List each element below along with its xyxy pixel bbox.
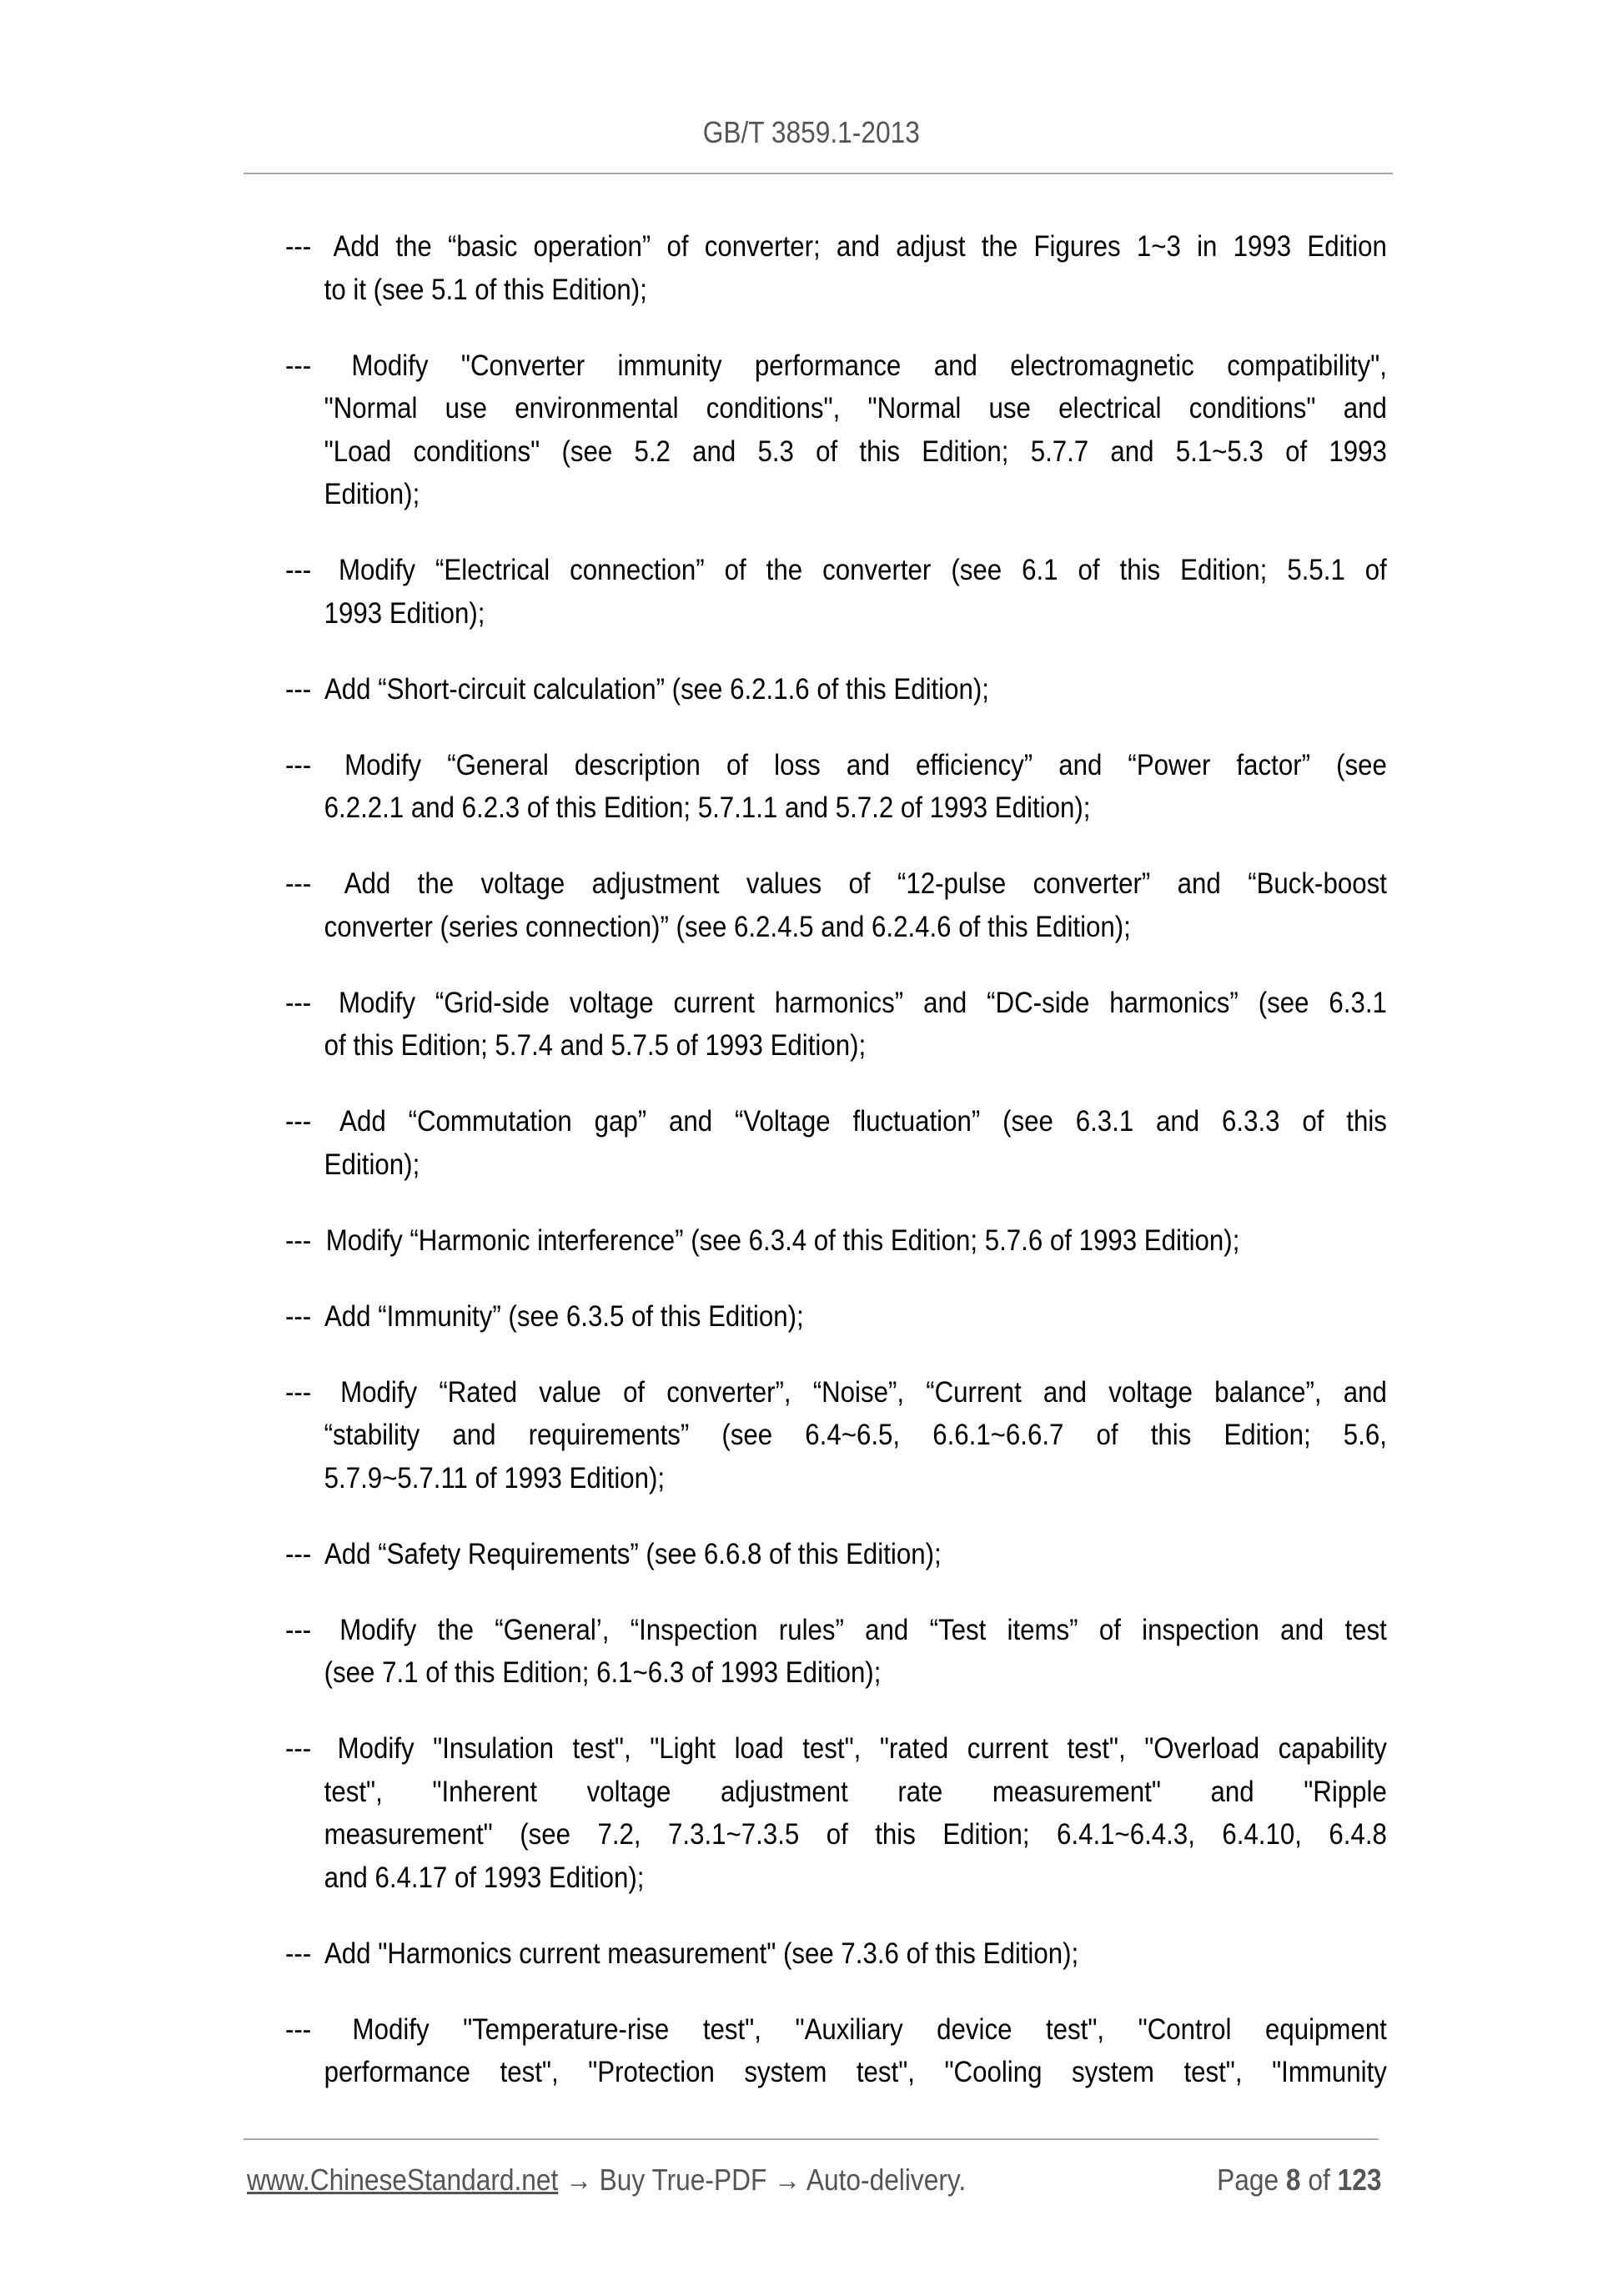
line-text: test", "Inherent voltage adjustment rate measurement" and "Ripple [324, 1774, 1387, 1808]
list-item [285, 1295, 1387, 1339]
list-item-line [285, 2008, 1387, 2052]
list-item-line [285, 344, 1387, 388]
list-item-line [285, 473, 1387, 516]
list-item [285, 1219, 1387, 1263]
line-text: (see 7.1 of this Edition; 6.1~6.3 of 1993 Edition); [324, 1655, 882, 1689]
list-item-line [285, 744, 1387, 787]
list-item-line [285, 2051, 1387, 2094]
line-text: of this Edition; 5.7.4 and 5.7.5 of 1993 Edition); [324, 1028, 867, 1062]
list-item-line [285, 549, 1387, 592]
list-item-line [285, 1856, 1387, 1900]
dash-marker: --- [285, 1731, 312, 1765]
line-text: 6.2.2.1 and 6.2.3 of this Edition; 5.7.1.1 and 5.7.2 of 1993 Edition); [324, 791, 1091, 824]
dash-marker: --- [285, 1936, 312, 1970]
dash-marker: --- [285, 348, 312, 382]
list-item-line [285, 387, 1387, 430]
dash-marker: --- [285, 1104, 312, 1138]
dash-marker: --- [285, 747, 312, 781]
list-item-line [285, 1813, 1387, 1856]
current-page: 8 [1285, 2163, 1301, 2197]
list-item-line [285, 225, 1387, 269]
standard-number: GB/T 3859.1-2013 [702, 115, 921, 149]
line-text: Modify “Grid-side voltage current harmonics” and “DC-side harmonics” (see 6.3.1 [338, 985, 1387, 1019]
line-text: 5.7.9~5.7.11 of 1993 Edition); [324, 1460, 666, 1495]
line-text: Add "Harmonics current measurement" (see 7.3.6 of this Edition); [324, 1936, 1079, 1970]
line-text: 1993 Edition); [324, 595, 485, 630]
list-item [285, 668, 1387, 711]
list-item [285, 344, 1387, 516]
dash-marker: --- [285, 671, 312, 706]
footer-tagline: → Buy True-PDF → Auto-delivery. [558, 2163, 967, 2197]
line-text: Modify "Converter immunity performance and electromagnetic compatibility", [351, 348, 1387, 382]
list-item-line [285, 1651, 1387, 1695]
line-text: and 6.4.17 of 1993 Edition); [324, 1860, 645, 1894]
line-text: Edition); [324, 477, 420, 510]
dash-marker: --- [285, 1374, 312, 1409]
line-text: Modify “Harmonic interference” (see 6.3.4 of this Edition; 5.7.6 of 1993 Edition); [325, 1223, 1240, 1257]
header-divider [244, 173, 1393, 174]
list-item [285, 1533, 1387, 1576]
line-text: Add “Safety Requirements” (see 6.6.8 of this Edition); [324, 1536, 942, 1570]
list-item-line [285, 1024, 1387, 1068]
change-list [285, 225, 1387, 2127]
list-item-line [285, 1100, 1387, 1143]
line-text: Add “Short-circuit calculation” (see 6.2.1.6 of this Edition); [324, 671, 989, 706]
list-item [285, 2008, 1387, 2094]
dash-marker: --- [285, 553, 312, 586]
line-text: measurement" (see 7.2, 7.3.1~7.3.5 of this Edition; 6.4.1~6.4.3, 6.4.10, 6.4.8 [324, 1817, 1387, 1851]
list-item [285, 1100, 1387, 1186]
page-footer [247, 2163, 1381, 2198]
line-text: Modify “Electrical connection” of the converter (see 6.1 of this Edition; 5.5.1 of [339, 553, 1387, 586]
website-link[interactable]: www.ChineseStandard.net [247, 2163, 559, 2197]
list-item-line [285, 1771, 1387, 1814]
line-text: Modify “General description of loss and efficiency” and “Power factor” (see [344, 747, 1387, 781]
line-text: Modify “Rated value of converter”, “Noise”, “Current and voltage balance”, and [340, 1374, 1387, 1409]
dash-marker: --- [285, 1299, 312, 1333]
list-item-line [285, 1609, 1387, 1652]
total-pages: 123 [1337, 2163, 1382, 2197]
list-item-line [285, 668, 1387, 711]
line-text: "Normal use environmental conditions", "Normal use electrical conditions" and [324, 391, 1387, 425]
line-text: Modify "Temperature-rise test", "Auxiliary device test", "Control equipment [352, 2012, 1387, 2046]
list-item-line [285, 1727, 1387, 1771]
line-text: “stability and requirements” (see 6.4~6.5, 6.6.1~6.6.7 of this Edition; 5.6, [324, 1418, 1387, 1451]
line-text: converter (series connection)” (see 6.2.4.5 and 6.2.4.6 of this Edition); [324, 909, 1131, 943]
line-text: Add “Commutation gap” and “Voltage fluctuation” (see 6.3.1 and 6.3.3 of this [339, 1104, 1387, 1138]
list-item-line [285, 592, 1387, 636]
list-item-line [285, 1414, 1387, 1457]
dash-marker: --- [285, 1223, 312, 1257]
list-item [285, 549, 1387, 635]
list-item-line [285, 786, 1387, 830]
list-item [285, 862, 1387, 948]
list-item [285, 1371, 1387, 1500]
footer-divider [244, 2138, 1379, 2140]
dash-marker: --- [285, 985, 312, 1019]
dash-marker: --- [285, 867, 312, 900]
line-text: Add the “basic operation” of converter; and adjust the Figures 1~3 in 1993 Edition [333, 229, 1387, 263]
list-item [285, 1932, 1387, 1976]
line-text: Add “Immunity” (see 6.3.5 of this Edition); [324, 1299, 804, 1333]
list-item-line [285, 982, 1387, 1025]
list-item [285, 1609, 1387, 1695]
line-text: performance test", "Protection system test", "Cooling system test", "Immunity [324, 2055, 1387, 2088]
dash-marker: --- [285, 2012, 312, 2046]
list-item-line [285, 1932, 1387, 1976]
list-item [285, 1727, 1387, 1899]
of-label: of [1308, 2163, 1330, 2197]
line-text: Edition); [324, 1147, 420, 1181]
list-item [285, 744, 1387, 830]
list-item-line [285, 1533, 1387, 1576]
line-text: to it (see 5.1 of this Edition); [324, 272, 647, 306]
dash-marker: --- [285, 1536, 312, 1570]
line-text: Modify "Insulation test", "Light load test", "rated current test", "Overload capability [337, 1731, 1387, 1765]
list-item-line [285, 1143, 1387, 1187]
list-item-line [285, 906, 1387, 949]
list-item-line [285, 269, 1387, 312]
list-item [285, 225, 1387, 311]
line-text: Modify the “General’, “Inspection rules” and “Test items” of inspection and test [339, 1612, 1387, 1646]
page-label: Page [1217, 2163, 1279, 2197]
list-item-line [285, 1457, 1387, 1500]
list-item-line [285, 1371, 1387, 1414]
line-text: "Load conditions" (see 5.2 and 5.3 of this Edition; 5.7.7 and 5.1~5.3 of 1993 [324, 434, 1387, 468]
list-item-line [285, 1219, 1387, 1263]
list-item-line [285, 430, 1387, 474]
list-item-line [285, 1295, 1387, 1339]
document-header [0, 115, 1623, 150]
dash-marker: --- [285, 229, 312, 263]
list-item [285, 982, 1387, 1068]
dash-marker: --- [285, 1612, 312, 1646]
list-item-line [285, 862, 1387, 906]
page-number [1217, 2163, 1381, 2198]
line-text: Add the voltage adjustment values of “12-pulse converter” and “Buck-boost [344, 867, 1387, 900]
